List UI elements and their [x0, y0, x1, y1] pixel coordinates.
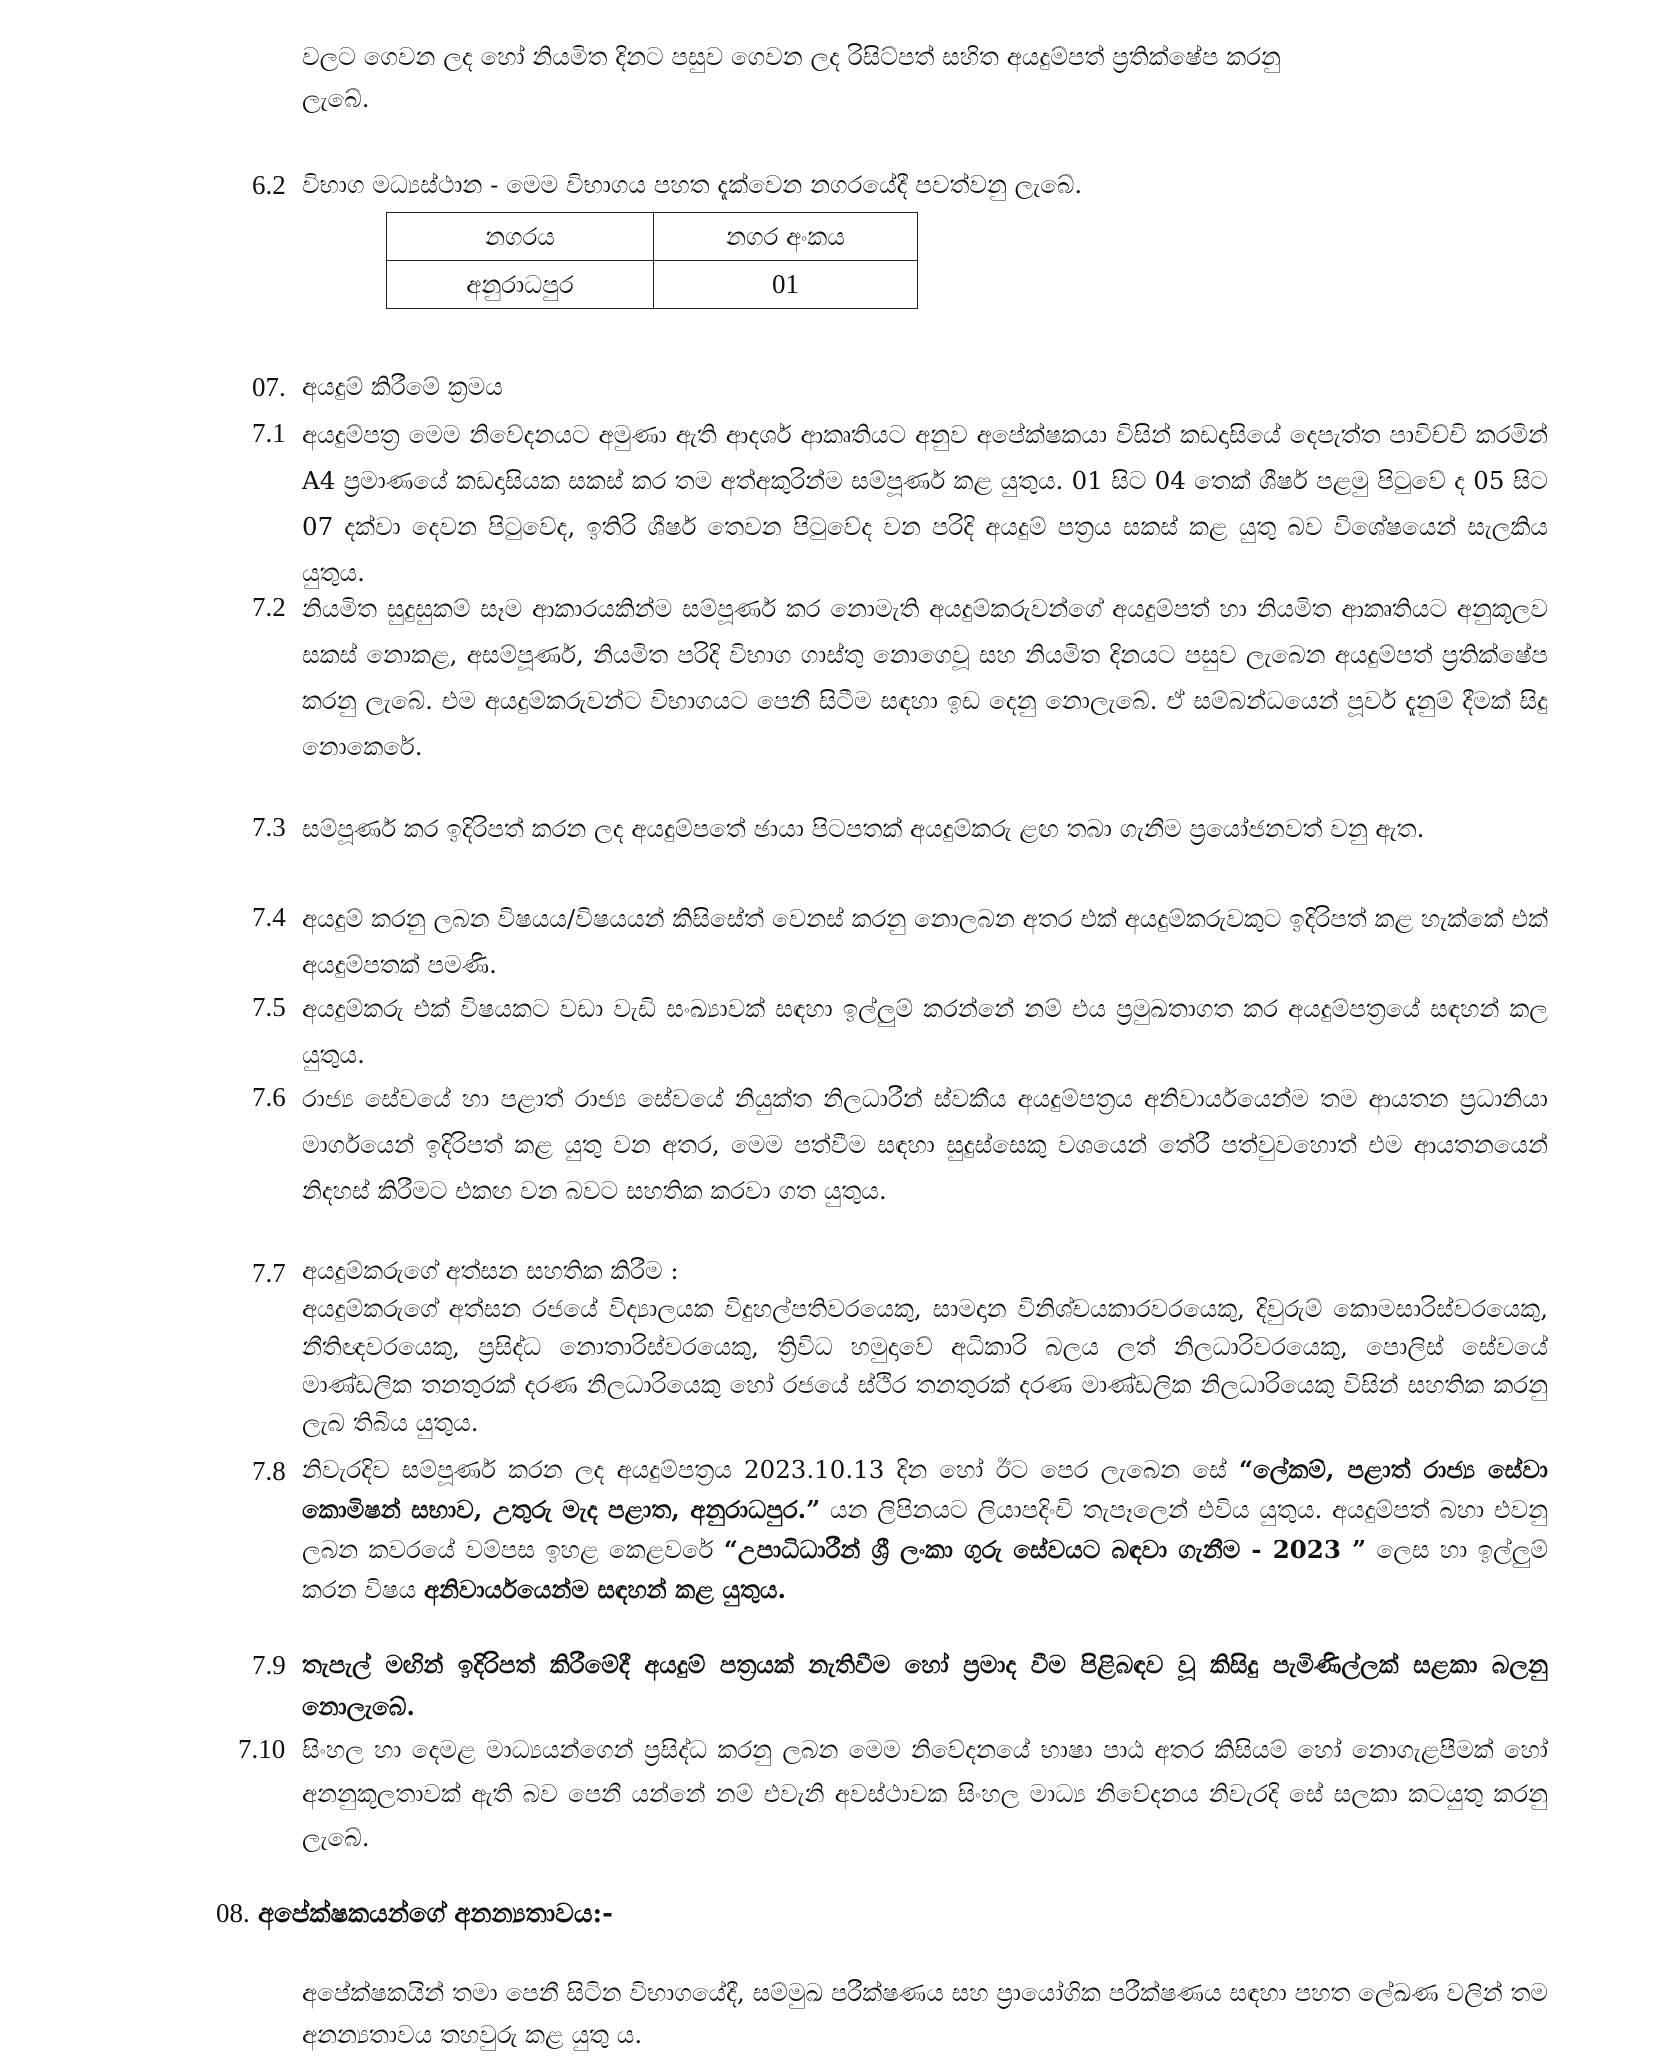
section-8-title: අපේක්ෂකයන්ගේ අනන්‍යතාවය:-: [258, 1899, 613, 1929]
section-6-2-text: විභාග මධ්‍යස්ථාන - මෙම විභාගය පහත දැක්වෙන නගරයේදී පවත්වනු ලැබේ.: [302, 170, 1083, 199]
table-header-city-number: නගර අංකය: [654, 213, 918, 261]
item-7-8-address: “ලේකම්, පළාත් රාජ්‍ය සේවා කොමිෂන් සභාව, උතුරු මැද පළාත, අනුරාධපුර.”: [302, 1455, 1548, 1524]
item-7-2-text: නියමිත සුදුසුකම් සෑම ආකාරයකින්ම සම්පූර්ණ කර නොමැති අයදුම්කරුවන්ගේ අයදුම්පත් හා නියමිත ආකෘතියට අනුකූලව සකස් නොකළ, අසම්පූර්ණ, නියමිත පරිදි විභාග ගාස්තු නොගෙවූ සහ නියමිත දිනයට පසුව ලැබෙන අයදුම්පත් ප්‍රතික්ෂේප කරනු ලැබේ. එම අයදුම්කරුවන්ට විභාගයට පෙනී සිටීම සඳහා ඉඩ දෙනු නොලැබේ. ඒ සම්බන්ධයෙන් පූර්ව දැනුම් දීමක් සිදු නොකෙරේ.: [302, 594, 1548, 761]
section-7-heading-number: 07.: [252, 372, 286, 402]
section-6-2-number: 6.2: [252, 170, 286, 200]
section-8-heading: [216, 1892, 613, 1935]
table-cell-city-number: 01: [654, 261, 918, 309]
item-7-8-part-1: නිවැරදිව සම්පූර්ණ කරන ලද අයදුම්පත්‍රය 2023.10.13 දින හෝ ඊට පෙර ලැබෙන සේ: [302, 1455, 1239, 1484]
table-header-row: [387, 213, 918, 261]
item-7-10-number: 7.10: [238, 1734, 286, 1764]
item-7-8-mandatory: අනිවාර්යයෙන්ම සඳහන් කළ යුතුය.: [423, 1575, 786, 1604]
item-7-9-number: 7.9: [252, 1650, 286, 1680]
item-7-4-number: 7.4: [252, 902, 286, 932]
item-7-5-text: අයදුම්කරු එක් විෂයකට වඩා වැඩි සංඛ්‍යාවක් සඳහා ඉල්ලුම් කරන්නේ නම් එය ප්‍රමුඛතාගත කර අයදුම්පත්‍රයේ සඳහන් කල යුතුය.: [302, 994, 1548, 1069]
item-7-8-part-2: යන ලිපිනයට ලියාපදිංචි තැපෑලෙන් එවිය යුතුය. අයදුම්පත් බහා එවනු ලබන කවරයේ වම්පස ඉහළ කෙළවරේ: [302, 1495, 1548, 1564]
item-7-9-text: තැපැල් මඟින් ඉදිරිපත් කිරීමේදී අයදුම් පත්‍රයක් නැතිවීම හෝ ප්‍රමාද වීම පිළිබඳව වූ කිසිදු පැමිණිල්ලක් සළකා බලනු නොලැබේ.: [302, 1650, 1548, 1721]
item-7-7-title: අයදුම්කරුගේ අත්සන සහතික කිරීම :: [302, 1256, 679, 1285]
item-7-5-number: 7.5: [252, 992, 286, 1022]
item-7-1-number: 7.1: [252, 418, 286, 448]
item-7-7-text: අයදුම්කරුගේ අත්සන රජයේ විද්‍යාලයක විදුහල්පතිවරයෙකු, සාමදාන විනිශ්චයකාරවරයෙකු, දිවුරුම් කොමසාරිස්වරයෙකු, නීතිඥවරයෙකු, ප්‍රසිද්ධ නොතාරිස්වරයෙකු, ත්‍රිවිධ හමුදාවේ අධිකාරි බලය ලත් නිලධාරිවරයෙකු, පොලිස් සේවයේ මාණ්ඩලික තනතුරක් දරණ නිලධාරියෙකු හෝ රජයේ ස්ථිර තනතුරක් දරණ මාණ්ඩලික නිලධාරියෙකු විසින් සහතික කරනු ලැබ තිබිය යුතුය.: [302, 1294, 1548, 1437]
item-7-7-block: [302, 1252, 1548, 1442]
item-7-1-text: අයදුම්පත්‍ර මෙම නිවේදනයට අමුණා ඇති ආදර්ශ ආකෘතියට අනුව අපේක්ෂකයා විසින් කඩදාසියේ දෙපැත්ත පාවිච්චි කරමින් A4 ප්‍රමාණයේ කඩදාසියක සකස් කර තම අත්අකුරින්ම සම්පූර්ණ කළ යුතුය. 01 සිට 04 තෙක් ශීර්ෂ පළමු පිටුවේ ද 05 සිට 07 දක්වා දෙවන පිටුවේද, ඉතිරි ශීර්ෂ තෙවන පිටුවේද වන පරිදි අයදුම් පත්‍රය සකස් කළ යුතු බව විශේෂයෙන් සැලකිය යුතුය.: [302, 420, 1548, 587]
item-7-10-text: සිංහල හා දෙමළ මාධ්‍යයන්ගෙන් ප්‍රසිද්ධ කරනු ලබන මෙම නිවේදනයේ භාෂා පාඨ අතර කිසියම් හෝ නොගැළපීමක් හෝ අනනුකූලතාවක් ඇති බව පෙනී යන්නේ නම් එවැනි අවස්ථාවක සිංහල මාධ්‍ය නිවේදනය නිවැරදි සේ සලකා කටයුතු කරනු ලැබේ.: [302, 1735, 1548, 1852]
section-8-text: අපේක්ෂකයින් තමා පෙනී සිටින විභාගයේදී, සම්මුඛ පරීක්ෂණය සහ ප්‍රායෝගික පරීක්ෂණය සඳහා පහත ලේඛණ වලින් තම අනන්‍යතාවය තහවුරු කළ යුතු ය.: [302, 1978, 1548, 2049]
item-7-7-number: 7.7: [252, 1258, 286, 1288]
exam-centres-table: [386, 212, 918, 309]
table-cell-city: අනුරාධපුර: [387, 261, 654, 309]
item-7-8-part-3: ලෙස හා ඉල්ලුම් කරන විෂය: [302, 1535, 1548, 1604]
intro-paragraph: [302, 36, 1548, 120]
item-7-6-text: රාජ්‍ය සේවයේ හා පළාත් රාජ්‍ය සේවයේ නියුක්ත නිලධාරීන් ස්වකීය අයදුම්පත්‍රය අනිවාර්යයෙන්ම තම ආයතන ප්‍රධානියා මාර්ගයෙන් ඉදිරිපත් කළ යුතු වන අතර, මෙම පත්වීම සඳහා සුදුස්සෙකු වශයෙන් තේරී පත්වුවහොත් එම ආයතනයෙන් නිදහස් කිරීමට එකඟ වන බවට සහතික කරවා ගත යුතුය.: [302, 1084, 1548, 1205]
table-row: [387, 261, 918, 309]
table-header-city: නගරය: [387, 213, 654, 261]
item-7-8-text: [302, 1450, 1548, 1610]
item-7-2-number: 7.2: [252, 592, 286, 622]
item-7-4-text: අයදුම් කරනු ලබන විෂයය/විෂයයන් කිසිසේත් වෙනස් කරනු නොලබන අතර එක් අයදුම්කරුවකුට ඉදිරිපත් කළ හැක්කේ එක් අයදුම්පතක් පමණි.: [302, 904, 1548, 979]
item-7-6-number: 7.6: [252, 1082, 286, 1112]
item-7-3-number: 7.3: [252, 812, 286, 842]
intro-line-1: වලට ගෙවන ලද හෝ නියමිත දිනට පසුව ගෙවන ලද රිසිට්පත් සහිත අයදුම්පත් ප්‍රතික්ෂේප කරනු: [302, 42, 1281, 71]
item-7-8-number: 7.8: [252, 1456, 286, 1486]
item-7-3-text: සම්පූර්ණ කර ඉදිරිපත් කරන ලද අයදුම්පතේ ඡායා පිටපතක් අයදුම්කරු ළඟ තබා ගැනීම ප්‍රයෝජනවත් වනු ඇත.: [302, 814, 1425, 843]
section-7-heading: අයදුම් කිරීමේ ක්‍රමය: [302, 372, 503, 401]
item-7-8-envelope-label: “උපාධිධාරීන් ශ්‍රී ලංකා ගුරු සේවයට බඳවා ගැනීම - 2023 ”: [723, 1535, 1367, 1564]
section-8-number: 08.: [216, 1898, 250, 1928]
intro-line-2: ලැබේ.: [302, 84, 370, 113]
